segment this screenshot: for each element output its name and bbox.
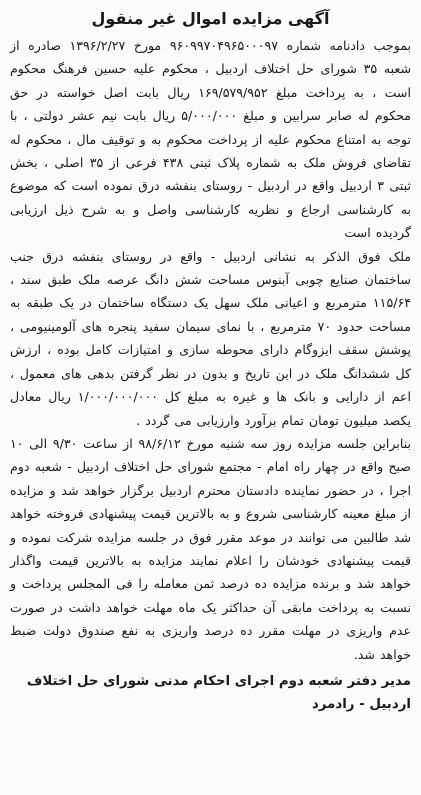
notice-paragraph-intro: بموجب دادنامه شماره ۹۶۰۹۹۷۰۴۹۶۵۰۰۰۹۷ مورخ ۱۳۹۶/۲/۲۷ صادره از شعبه ۳۵ شورای حل اختلاف اردبیل ، محکوم علیه حسین فرهنگ محکوم است ، به پرداخت مبلغ ۱۶۹/۵۷۹/۹۵۲ ریال بابت اصل خواسته در حق محکوم له صابر سرابین و مبلغ ۵/۰۰۰/۰۰۰ ریال بابت نیم عشر دولتی ، با توجه به امتناع محکوم علیه از پرداخت محکوم به و توقیف مال ، محکوم له تقاضای فروش ملک به شماره پلاک ثبتی ۴۳۸ فرعی از ۳۵ اصلی ، بخش ثبتی ۳ اردبیل واقع در اردبیل - روستای بنفشه درق نموده است که موضوع به کارشناسی ارجاع و نظریه کارشناسی واصل و به شرح ذیل ارزیابی گردیده است bbox=[10, 38, 412, 241]
notice-signature: مدیر دفتر شعبه دوم اجرای احکام مدنی شورای حل اختلاف اردبیل - رادمرد bbox=[26, 673, 411, 712]
notice-paragraph-session: بنابراین جلسه مزایده روز سه شنبه مورخ ۹۸/۶/۱۲ از ساعت ۹/۳۰ الی ۱۰ صبح واقع در چهار راه امام - مجتمع شورای حل اختلاف اردبیل - شعبه دوم اجرا ، در حضور نماینده دادستان محترم اردبیل برگزار خواهد شد و مزایده از مبلغ معینه کارشناسی شروع و به بالاترین قیمت پیشنهادی فروخته خواهد شد طالبین می توانند در موعد مقرر فوق در جلسه مزایده شرکت نموده و قیمت پیشنهادی خودشان را اعلام نمایند مزایده به بالاترین قیمت واگذار خواهد شد و برنده مزایده ده درصد ثمن معامله را فی المجلس پرداخت و نسبت به پرداخت مابقی آن حداکثر یک ماه مهلت خواهد داشت در صورت عدم واریزی در مهلت مقرر ده درصد واریزی به نفع صندوق دولت ضبط خواهد شد. bbox=[10, 435, 411, 662]
notice-paragraph-property: ملک فوق الذکر به نشانی اردبیل - واقع در روستای بنفشه درق جنب ساختمان صنایع چوبی آبنوس مساحت شش دانگ عرصه ملک طبق سند ، ۱۱۵/۶۴ مترمربع و اعیانی ملک سهل یک دستگاه ساختمان در یک طبقه به مساحت حدود ۷۰ مترمربع ، با نمای سیمان سفید پنجره های آلومینیومی ، پوشش سقف ایزوگام دارای محوطه سازی و امتیازات کامل بوده ، ارزش کل ششدانگ ملک در این تاریخ و بدون در نظر گرفتن بدهی های معمول ، اعم از دارایی و بانک ها و غیره به مبلغ کل ۱/۰۰۰/۰۰۰/۰۰۰ ریال معادل یکصد میلیون تومان تمام برآورد وارزیابی می گردد . bbox=[10, 248, 412, 428]
notice-title: آگهی مزایده اموال غیر منقول bbox=[91, 9, 330, 28]
notice-body bbox=[10, 34, 411, 666]
